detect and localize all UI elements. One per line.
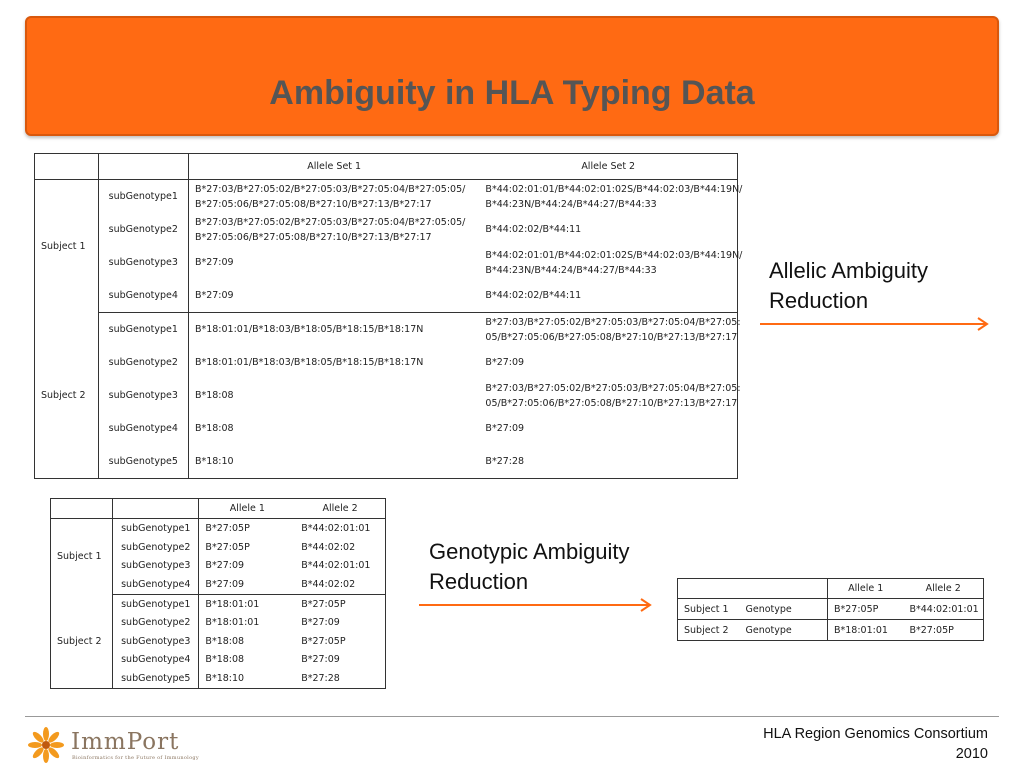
allele-1-cell: B*18:01:01 — [205, 617, 260, 629]
allele-2-cell: B*44:02:01:01/B*44:02:01:02S/B*44:02:03/B*44:19N/ B*44:23N/B*44:24/B*44:27/B*44:33 — [485, 249, 743, 276]
subgenotype-cell: subGenotype1 — [98, 313, 188, 347]
allele-2-cell: B*44:02:02 — [301, 541, 356, 553]
allele-2-cell: B*27:09 — [485, 423, 525, 434]
allele-1-cell: B*18:10 — [205, 673, 245, 685]
subgenotype-cell: subGenotype3 — [98, 246, 188, 279]
slide-title: Ambiguity in HLA Typing Data — [269, 74, 755, 112]
subgenotype-cell: subGenotype4 — [113, 575, 199, 594]
subject-cell: Subject 1 — [51, 519, 113, 595]
genotype-cell: Genotype — [740, 620, 828, 641]
table-row — [51, 519, 386, 538]
subject-cell: Subject 2 — [678, 620, 740, 641]
allele-1-cell: B*18:01:01 — [205, 598, 260, 610]
subject-cell: Subject 1 — [35, 180, 99, 313]
header-allele-set-1: Allele Set 1 — [188, 154, 479, 180]
allele-2-cell: B*27:28 — [485, 456, 525, 467]
table-row — [35, 246, 738, 279]
allele-1-cell: B*18:01:01/B*18:03/B*18:05/B*18:15/B*18:17N — [194, 324, 424, 335]
subgenotype-cell: subGenotype5 — [98, 445, 188, 479]
allele-2-cell: B*27:05P — [301, 635, 346, 647]
allele-1-cell: B*27:05P — [828, 599, 904, 620]
logo-tagline: Bioinformatics for the Future of Immunology — [72, 755, 200, 761]
table-row — [35, 279, 738, 313]
table-row — [35, 412, 738, 445]
table-header-row — [51, 499, 386, 519]
header-empty-cell — [113, 499, 199, 519]
arrow-right-icon — [758, 316, 992, 332]
subgenotype-cell: subGenotype5 — [113, 669, 199, 688]
allele-1-cell: B*27:09 — [199, 575, 295, 594]
allele-2-cell: B*27:05P — [301, 598, 346, 610]
table-header-row — [35, 154, 738, 180]
allele-2-cell: B*27:09 — [301, 617, 340, 629]
table-row — [35, 379, 738, 412]
allele-1-cell: B*18:08 — [194, 423, 234, 434]
subgenotype-cell: subGenotype1 — [113, 594, 199, 613]
allele-1-cell: B*27:05P — [205, 541, 250, 553]
allele-2-cell: B*44:02:01:01 — [904, 599, 984, 620]
allele-2-cell: B*27:28 — [301, 673, 340, 685]
subgenotype-cell: subGenotype3 — [98, 379, 188, 412]
allele-1-cell: B*27:09 — [194, 257, 234, 268]
subject-cell: Subject 1 — [678, 599, 740, 620]
subgenotype-cell: subGenotype1 — [98, 180, 188, 214]
subgenotype-cell: subGenotype4 — [98, 279, 188, 313]
allele-1-cell: B*27:09 — [188, 279, 479, 313]
header-empty-cell — [35, 154, 99, 180]
table-row — [35, 213, 738, 246]
allele-2-cell: B*44:02:02/B*44:11 — [485, 224, 582, 235]
table-header-row — [678, 579, 984, 599]
allelic-label-line1: Allelic Ambiguity — [769, 258, 928, 283]
subgenotype-cell: subGenotype4 — [113, 651, 199, 670]
allele-1-cell: B*18:10 — [194, 456, 234, 467]
header-empty-cell — [740, 579, 828, 599]
allele-2-cell: B*44:02:01:01 — [301, 560, 371, 572]
table-row — [51, 594, 386, 613]
subgenotype-cell: subGenotype1 — [113, 519, 199, 538]
genotypic-ambiguity-label — [429, 537, 630, 597]
header-allele-2: Allele 2 — [904, 579, 984, 599]
table-row — [35, 313, 738, 347]
allele-2-cell: B*44:02:01:01 — [301, 522, 371, 534]
subject-cell: Subject 2 — [51, 594, 113, 688]
footer-year: 2010 — [955, 746, 988, 762]
header-allele-1: Allele 1 — [828, 579, 904, 599]
allele-1-cell: B*18:08 — [194, 390, 234, 401]
table-row — [678, 599, 984, 620]
logo-wordmark: ImmPort — [71, 729, 180, 755]
header-allele-1: Allele 1 — [199, 499, 295, 519]
table-row — [35, 346, 738, 379]
subgenotype-cell: subGenotype2 — [113, 538, 199, 557]
title-banner — [25, 16, 999, 136]
genotypic-label-line1: Genotypic Ambiguity — [429, 539, 630, 564]
genotype-table — [677, 578, 984, 641]
allele-1-cell: B*18:01:01/B*18:03/B*18:05/B*18:15/B*18:17N — [194, 357, 424, 368]
immport-logo-icon — [26, 726, 66, 764]
allele-2-cell: B*27:05P — [904, 620, 984, 641]
table-row — [35, 180, 738, 214]
allele-set-table — [34, 153, 743, 479]
allele-1-cell: B*18:01:01 — [828, 620, 904, 641]
immport-logo — [26, 726, 226, 764]
allele-2-cell: B*27:03/B*27:05:02/B*27:05:03/B*27:05:04/B*27:05: 05/B*27:05:06/B*27:05:08/B*27:10/B*27:13/B*27:17 — [485, 382, 741, 409]
allele-2-cell: B*44:02:02 — [295, 575, 385, 594]
allele-2-cell: B*44:02:02/B*44:11 — [479, 279, 737, 313]
allele-2-cell: B*27:09 — [301, 654, 340, 666]
genotypic-label-line2: Reduction — [429, 569, 529, 594]
allele-1-cell: B*27:03/B*27:05:02/B*27:05:03/B*27:05:04/B*27:05:05/ B*27:05:06/B*27:05:08/B*27:10/B*27:13/B*27:17 — [194, 183, 466, 210]
allele-1-cell: B*18:08 — [205, 635, 245, 647]
subgenotype-cell: subGenotype2 — [113, 614, 199, 633]
subgenotype-cell: subGenotype2 — [98, 213, 188, 246]
header-allele-set-2: Allele Set 2 — [479, 154, 737, 180]
table-row — [678, 620, 984, 641]
allele-1-cell: B*27:03/B*27:05:02/B*27:05:03/B*27:05:04/B*27:05:05/ B*27:05:06/B*27:05:08/B*27:10/B*27:13/B*27:17 — [194, 216, 466, 243]
footer-credit — [763, 724, 988, 764]
allele-2-cell: B*27:03/B*27:05:02/B*27:05:03/B*27:05:04/B*27:05: 05/B*27:05:06/B*27:05:08/B*27:10/B*27:13/B*27:17 — [485, 316, 741, 343]
header-allele-2: Allele 2 — [295, 499, 385, 519]
table-row — [35, 445, 738, 479]
allele-2-cell: B*44:02:01:01/B*44:02:01:02S/B*44:02:03/B*44:19N/ B*44:23N/B*44:24/B*44:27/B*44:33 — [485, 183, 743, 210]
header-empty-cell — [98, 154, 188, 180]
allele-table — [50, 498, 386, 689]
genotype-cell: Genotype — [740, 599, 828, 620]
subject-cell: Subject 2 — [35, 313, 99, 479]
subgenotype-cell: subGenotype3 — [113, 556, 199, 575]
footer-consortium: HLA Region Genomics Consortium — [763, 726, 988, 742]
allelic-label-line2: Reduction — [769, 288, 869, 313]
allele-2-cell: B*27:09 — [485, 357, 525, 368]
header-empty-cell — [678, 579, 740, 599]
allelic-ambiguity-label — [769, 256, 928, 316]
allele-1-cell: B*18:08 — [205, 654, 245, 666]
header-empty-cell — [51, 499, 113, 519]
arrow-right-icon — [417, 597, 655, 613]
subgenotype-cell: subGenotype3 — [113, 632, 199, 651]
footer-divider — [25, 716, 999, 717]
allele-1-cell: B*27:05P — [205, 522, 250, 534]
subgenotype-cell: subGenotype2 — [98, 346, 188, 379]
subgenotype-cell: subGenotype4 — [98, 412, 188, 445]
allele-1-cell: B*27:09 — [205, 560, 245, 572]
